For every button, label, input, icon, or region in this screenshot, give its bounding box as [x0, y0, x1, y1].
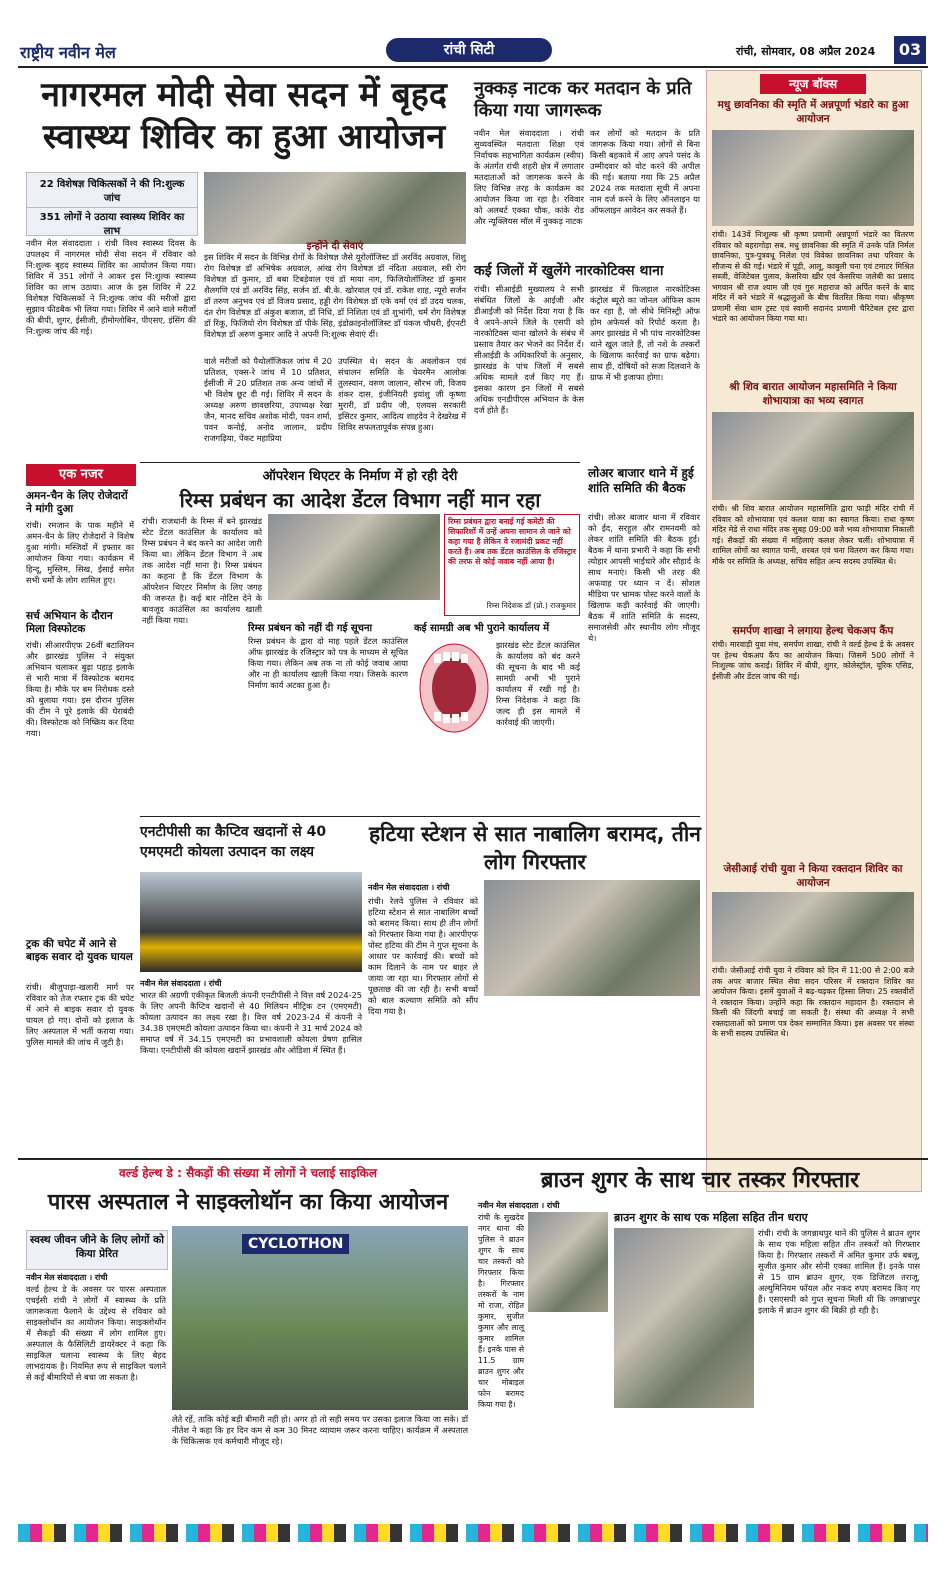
lead-photo [204, 172, 466, 244]
ntpc-headline: एनटीपीसी का कैप्टिव खदानों से 40 एमएमटी कोयला उत्पादन का लक्ष्य [140, 824, 327, 860]
hatia-photo [484, 880, 700, 996]
lead-headline-line-1: नागरमल मोदी सेवा सदन में बृहद [41, 75, 447, 115]
news-box-photo-2 [712, 412, 914, 500]
narcotics-body-1: रांची। सीआईडी मुख्यालय ने सभी संबंधित जिलों के आईजी और डीआईजी को निर्देश दिया गया है कि वे अपने-अपने जिले के एसपी को नारकोटिक्स थाना खोलने के संबंध में प्रस्ताव तैयार कर भेजने का निर्देश दें। सीआईडी के अधिकारियों के अनुसार, झारखंड के पांच जिलों में सबसे अधिक मामले दर्ज किए गए हैं। इसका कारण इन जिलों में सबसे अधिक एनडीपीएस अभियान के केस दर्ज होते हैं। [474, 284, 584, 415]
news-box-h1: मधु छावनिका की स्मृति में अन्नपूर्णा भंडारे का हुआ आयोजन [717, 99, 909, 125]
ntpc-byline: नवीन मेल संवाददाता । रांची [140, 979, 222, 988]
lead-headline [24, 74, 464, 158]
lead-body-1: नवीन मेल संवाददाता । रांची विश्व स्वास्थ्य दिवस के उपलक्ष्य में नागरमल मोदी सेवा सदन में रविवार को नि:शुल्क बृहद स्वास्थ्य शिविर का आयोजन किया गया। शिविर में 351 लोगों ने आकर इस नि:शुल्क स्वास्थ्य शिविर का लाभ उठाया। आज के इस शिविर में 22 विशेषज्ञ चिकित्सकों ने नि:शुल्क जांच की मरीजों द्वारा सुझाव फीडबैक भी लिया गया। शिविर में आने वाले मरीजों की बीपी, शुगर, ईसीजी, हीमोग्लोबिन, पीएसए, इंसिंग की नि:शुल्क जांच की गई। [26, 238, 196, 336]
lower-bazar-headline: लोअर बाजार थाने में हुई शांति समिति की बैठक [588, 466, 694, 495]
nukkad-body-1: नवीन मेल संवाददाता । रांची सुव्यवस्थित मतदाता शिक्षा एवं निर्वाचक सहभागिता कार्यक्रम (स्वीप) के अंतर्गत रांची शहरी क्षेत्र में लगातार मतदाताओं को जागरूक करने के लिए विभिन्न तरह के कार्यक्रम का आयोजन किया जा रहा है। रविवार को अलबर्ट एक्का चौक, कांके रोड और न्यूक्लियस मॉल में नुक्कड़ नाटक [474, 128, 584, 226]
ntpc-body: भारत की अग्रणी एकीकृत बिजली कंपनी एनटीपीसी ने वित्त वर्ष 2024-25 के लिए अपनी कैप्टिव खदानों से 40 मिलियन मीट्रिक टन (एमएमटी) कोयला उत्पादन का लक्ष्य रखा है। वित्त वर्ष 2023-24 में कंपनी ने 34.38 एमएमटी कोयला उत्पादन किया था। कंपनी ने 31 मार्च 2024 को समाप्त वर्ष में 34.15 एमएमटी का प्रभावशाली कोयला प्रेषण हासिल किया। एनटीपीसी की कोयला खदानें झारखंड और ओडिशा में स्थित हैं। [140, 990, 362, 1055]
news-box-photo-1 [712, 130, 914, 226]
paras-byline: नवीन मेल संवाददाता । रांची [26, 1273, 108, 1282]
lead-kicker-box [26, 172, 198, 236]
rims-body-1: रांची। राजधानी के रिम्स में बने झारखंड स्टेट डेंटल काउंसिल के कार्यालय को रिम्स प्रबंधन ने बंद करने का आदेश जारी किया था। लेकिन डेंटल विभाग ने अब तक आदेश नहीं माना है। रिम्स प्रबंधन का कहना है कि डेंटल विभाग के ऑपरेशन थिएटर निर्माण के लिए जगह की जरूरत है। कई बार नोटिस देने के बावजूद काउंसिल का कार्यालय खाली नहीं किया गया। [142, 516, 262, 625]
brown-sugar-headline: ब्राउन शुगर के साथ चार तस्कर गिरफ्तार [540, 1168, 860, 1193]
ek-nazar-tag: एक नजर [26, 464, 136, 486]
hatia-headline: हटिया स्टेशन से सात नाबालिग बरामद, तीन लोग गिरफ्तार [369, 822, 701, 874]
ek-nazar-b2: रांची। सीआरपीएफ 26वीं बटालियन और झारखंड पुलिस ने संयुक्त अभियान चलाकर बुढ़ा पहाड़ इलाके से भारी मात्रा में विस्फोटक बरामद किया है। मौके पर बम निरोधक दस्ते को बुलाया गया। इस दौरान पुलिस की टीम ने पूरे इलाके की घेराबंदी की। विस्फोटक को निष्क्रिय कर दिया गया। [26, 640, 134, 738]
dateline: रांची, सोमवार, 08 अप्रैल 2024 [736, 45, 876, 58]
rims-sub2-body: झारखंड स्टेट डेंटल काउंसिल के कार्यालय को बंद करने की सूचना के बाद भी कई सामग्री अभी भी पुराने कार्यालय में रखी गई है। रिम्स निदेशक ने कहा कि जल्द ही इस मामले में कार्रवाई की जाएगी। [496, 640, 580, 727]
paras-photo [172, 1226, 468, 1410]
paras-top-rule [18, 1158, 928, 1160]
rims-photo [268, 514, 440, 600]
page-number: 03 [894, 36, 926, 64]
paras-headline: पारस अस्पताल ने साइक्लोथॉन का किया आयोजन [47, 1190, 449, 1215]
lead-body-3: वाले मरीजों को पैथोलॉजिकल जांच में 20 प्रतिशत, एक्स-रे जांच में 10 प्रतिशत, ईसीजी में 20 प्रतिशत तक अन्य जांचों में भी विशेष छूट दी गई। शिविर में सदन के अध्यक्ष अरुण छावछरिया, उपाध्यक्ष रेखा जैन, मानद सचिव अशोक मोदी, पवन शर्मा, पवन कनोई, अनोद जालान, प्रदीप राजगढ़िया, पेंकट महाप्रिया [204, 356, 332, 443]
brown-sugar-sub-body: रांची। रांची के जगन्नाथपुर थाने की पुलिस ने ब्राउन शुगर के साथ एक महिला सहित तीन तस्करों को गिरफ्तार किया है। गिरफ्तार तस्करों में अमित कुमार उर्फ बबलू, सुजीत कुमार और सोनी एक्का शामिल हैं। इनके पास से 15 ग्राम ब्राउन शुगर, एक डिजिटल तराजू, अल्युमिनियम फॉयल और नकद रुपए बरामद किए गए हैं। एसएसपी को गुप्त सूचना मिली थी कि जगन्नाथपुर इलाके में ब्राउन शुगर की बिक्री हो रही है। [758, 1228, 920, 1315]
rims-quote-text: रिम्स प्रबंधन द्वारा बनाई गई कमेटी की सिफारिशों में उन्हें अपना सामान ले जाने को कहा गया है लेकिन वे रजामंदी प्रकट नहीं करते हैं। अब तक डेंटल काउंसिल के रजिस्ट्रार की तरफ से कोई जवाब नहीं आया है। [448, 517, 576, 566]
hatia-body: रांची। रेलवे पुलिस ने रविवार को हटिया स्टेशन से सात नाबालिग बच्चों को बरामद किया। साथ ही तीन लोगों को गिरफ्तार किया गया है। आरपीएफ पोस्ट हटिया की टीम ने गुप्त सूचना के आधार पर कार्रवाई की। बच्चों को काम दिलाने के नाम पर बाहर ले जाया जा रहा था। गिरफ्तार लोगों से पूछताछ की जा रही है। सभी बच्चों को बाल कल्याण समिति को सौंप दिया गया है। [368, 896, 478, 1016]
paras-kicker: वर्ल्ड हेल्थ डे : सैकड़ों की संख्या में लोगों ने चलाई साइकिल [119, 1166, 377, 1180]
news-box-b3: रांची। मारवाड़ी युवा मंच, समर्पण शाखा, रांची ने वर्ल्ड हेल्थ डे के अवसर पर हेल्थ चेकअप कैंप का आयोजन किया। जिसमें 500 लोगों ने निःशुल्क जांच कराई। शिविर में बीपी, शुगर, कोलेस्ट्रॉल, यूरिक एसिड, ईसीजी और डेंटल जांच की गई। [712, 640, 914, 681]
nukkad-headline: नुक्कड़ नाटक कर मतदान के प्रति किया गया जागरूक [474, 78, 692, 121]
rims-sub1: रिम्स प्रबंधन को नहीं दी गई सूचना [248, 623, 373, 634]
brown-sugar-sub: ब्राउन शुगर के साथ एक महिला सहित तीन धराए [614, 1211, 808, 1224]
brown-sugar-body: रांची के सुखदेव नगर थाना की पुलिस ने ब्राउन शुगर के साथ चार तस्करों को गिरफ्तार किया है। गिरफ्तार तस्करों के नाम मो राजा, रोहित कुमार, सुजीत कुमार और लालू कुमार शामिल हैं। इनके पास से 11.5 ग्राम ब्राउन शुगर और चार मोबाइल फोन बरामद किया गया है। [478, 1213, 524, 1409]
news-box-b4: रांची। जेसीआई रांची युवा ने रविवार को दिन में 11:00 से 2:00 बजे तक अपर बाजार स्थित सेवा सदन परिसर में रक्तदान शिविर का आयोजन किया। इसमें युवाओं ने बढ़-चढ़कर हिस्सा लिया। 25 रक्तवीरों ने रक्तदान किया। उन्होंने कहा कि रक्तदान महादान है। रक्तदान से किसी की जिंदगी बचाई जा सकती है। संस्था की अध्यक्ष ने सभी रक्तदाताओं को प्रमाण पत्र देकर सम्मानित किया। इस अवसर पर संस्था के सभी सदस्य उपस्थित थे। [712, 966, 914, 1038]
ntpc-photo [140, 872, 362, 972]
hatia-byline: नवीन मेल संवाददाता । रांची [368, 883, 450, 892]
lower-bazar-body: रांची। लोअर बाजार थाना में रविवार को ईद, सरहुल और रामनवमी को लेकर शांति समिति की बैठक हुई। बैठक में थाना प्रभारी ने कहा कि सभी त्योहार आपसी भाईचारे और सौहार्द के साथ मनाएं। किसी भी तरह की अफवाह पर ध्यान न दें। सोशल मीडिया पर भ्रामक पोस्ट करने वालों के खिलाफ कड़ी कार्रवाई की जाएगी। बैठक में शांति समिति के सदस्य, समाजसेवी और स्थानीय लोग मौजूद थे। [588, 512, 700, 643]
masthead [18, 38, 928, 64]
rims-headline: रिम्स प्रबंधन का आदेश डेंटल विभाग नहीं मान रहा [179, 488, 541, 512]
paras-body-2: लेते रहें, ताकि कोई बड़ी बीमारी नहीं हो। अगर हो तो सही समय पर उसका इलाज किया जा सके। डॉ नीतेश ने कहा कि हर दिन कम से कम 30 मिनट व्यायाम जरूर करना चाहिए। कार्यक्रम में अस्पताल के चिकित्सक एवं कर्मचारी मौजूद रहे। [172, 1414, 468, 1446]
rims-quote [444, 514, 580, 616]
paper-name: राष्ट्रीय नवीन मेल [20, 43, 116, 62]
brown-sugar-photo-2 [614, 1228, 754, 1408]
registration-strip [18, 1524, 928, 1542]
paras-sub: स्वस्थ जीवन जीने के लिए लोगों को किया प्रेरित [26, 1230, 168, 1270]
masthead-rule [18, 66, 928, 68]
lead-headline-line-2: स्वास्थ्य शिविर का हुआ आयोजन [42, 117, 446, 157]
news-box-b1: रांची। 143वें निःशुल्क श्री कृष्ण प्रणामी अन्नपूर्णा भंडारे का वितरण रविवार को बहरागोड़ा सब. मधु छावनिका की स्मृति में उनके पति निर्मल छावनिका, पुत्र-पुत्रवधू निलेश एवं विवेका छावनिका तथा परिवार के सौजन्य से की गई। भंडारे में पूड़ी, आलू, काबुली चना एवं टमाटर मिश्रित सब्जी, वेजिटेबल पुलाव, केसरिया खीर एवं केसरिया जलेबी का प्रसाद भगवान श्री राज श्याम जी एवं गुरु महाराज को अर्पित करने के बाद मंदिर में बने भंडारे में श्रद्धालुओं के बीच वितरित किया गया। श्रीकृष्ण प्रणामी सेवा धाम ट्रस्ट एवं स्वामी सदानंद प्रणामी चैरिटेबल ट्रस्ट द्वारा भंडारे का आयोजन किया गया था। [712, 230, 914, 323]
lead-body-4: उपस्थित थे। सदन के अवलोकन एवं संचालन समिति के चेयरमैन आलोक तुलस्यान, वरुण जालान, सौरभ जी, विजय शंकर दास, इंजीनियरी इयांशु जी कृष्णा मुरारी, डॉ प्रदीप जी, एलयस सरकारी इसिटर कुमार, आदित्य शाहदेव ने देखरेख में शिविर सफलतापूर्वक संपन्न हुआ। [338, 356, 466, 432]
news-box-h3: समर्पण शाखा ने लगाया हेल्थ चेकअप कैंप [732, 625, 894, 637]
news-box-h2: श्री शिव बारात आयोजन महासमिति ने किया शोभायात्रा का भव्य स्वागत [729, 381, 897, 407]
paras-body: वर्ल्ड हेल्थ डे के अवसर पर पारस अस्पताल एचईसी रांची ने लोगों में स्वास्थ्य के प्रति जागरूकता फैलाने के उद्देश्य से रविवार को साइक्लोथॉन का आयोजन किया। साइक्लोथॉन में सैकड़ों की संख्या में लोग शामिल हुए। अस्पताल के फैसिलिटी डायरेक्टर ने कहा कि साइकिल चलाना स्वास्थ्य के लिए बेहद लाभदायक है। नियमित रूप से साइकिल चलाने से कई बीमारियों से बचा जा सकता है। [26, 1284, 166, 1382]
rims-top-rule [140, 462, 580, 463]
brown-sugar-photo-1 [528, 1212, 608, 1312]
narcotics-headline: कई जिलों में खुलेंगे नारकोटिक्स थाना [474, 263, 664, 279]
news-box-photo-3 [712, 892, 914, 962]
ek-nazar-h3: ट्रक की चपेट में आने से बाइक सवार दो युवक घायल [26, 938, 133, 963]
news-box-tag: न्यूज बॉक्स [760, 74, 866, 94]
narcotics-body-2: झारखंड में फिलहाल नारकोटिक्स कंट्रोल ब्यूरो का जोनल ऑफिस काम कर रहा है, जो सीधे मिनिस्ट्री ऑफ होम अफेयर्स को रिपोर्ट करता है। अगर झारखंड में भी पांच नारकोटिक्स थाने खुल जाते हैं, तो नशे के तस्करों के खिलाफ कार्रवाई का ग्राफ बढ़ेगा। साथ ही, दोषियों को सजा दिलवाने के ग्राफ में भी इजाफा होगा। [590, 284, 700, 382]
lead-kicker-2: 351 लोगों ने उठाया स्वास्थ्य शिविर का लाभ [27, 207, 197, 238]
lead-photo-caption: इन्होंने दी सेवाएं [306, 241, 364, 252]
rims-sub1-body: रिम्स प्रबंधन के द्वारा दो माह पहले डेंटल काउंसिल ऑफ झारखंड के रजिस्ट्रार को पत्र के माध्यम से सूचित किया गया। लेकिन अब तक ना तो कोई जवाब आया और ना ही कार्यालय खाली किया गया। जिसके कारण निर्माण कार्य अटका हुआ है। [248, 636, 408, 690]
lead-kicker-1: 22 विशेषज्ञ चिकित्सकों ने की नि:शुल्क जांच [39, 179, 185, 204]
cyclothon-banner: CYCLOTHON [242, 1234, 349, 1254]
ntpc-top-rule [140, 816, 700, 817]
brown-sugar-byline: नवीन मेल संवाददाता । रांची [478, 1201, 560, 1210]
teeth-icon [416, 640, 492, 736]
dental-illustration [416, 640, 492, 736]
lead-body-2: इस शिविर में सदन के विभिन्न रोगों के विशेषज्ञ जैसे यूरोलॉजिस्ट डॉ अरविंद अग्रवाल, शिशु रोग विशेषज्ञ डॉ अभिषेक अग्रवाल, आंख रोग विशेषज्ञ डॉ नंदिता अग्रवाल, स्त्री रोग विशेषज्ञ डॉ कुमार, डॉ बबा टिबड़ेवाल एवं डॉ माया नाग, फिजियोलॉजिस्ट डॉ कुमार शैलगणि एवं डॉ अरविंद सिंह, सर्जन डॉ. बी.के. खोरवाल एवं डॉ. राकेश शाह, न्यूरो सर्जन डॉ तरुण अनुभव एवं डॉ विजय प्रसाद, हड्डी रोग विशेषज्ञ डॉ एके वर्मा एवं डॉ उदय चलक, दंत रोग विशेषज्ञ डॉ अंकुश बजाज, डॉ निधि, डॉ निशिता एवं डॉ शुभांगी, चर्म रोग विशेषज्ञ डॉ रिंकू, फिजियो रोग विशेषज्ञ डॉ पीके सिंह, इंडोक्राइनोलॉजिस्ट डॉ पंकज चौधरी, ईएनटी विशेषज्ञ डॉ अरुण कुमार आदि ने अपनी नि:शुल्क सेवाएं दीं। [204, 252, 466, 339]
rims-kicker: ऑपरेशन थिएटर के निर्माण में हो रही देरी [262, 469, 458, 484]
rims-sub2: कई सामग्री अब भी पुराने कार्यालय में [414, 623, 550, 634]
ek-nazar-b3: रांची। बीजुपाड़ा-खलारी मार्ग पर रविवार को तेज रफ्तार ट्रक की चपेट में आने से बाइक सवार दो युवक घायल हो गए। दोनों को इलाज के लिए अस्पताल में भर्ती कराया गया। पुलिस मामले की जांच में जुटी है। [26, 982, 134, 1047]
nukkad-body-2: कर लोगों को मतदान के प्रति जागरूक किया गया। लोगों से बिना किसी बहकावे में आए अपने पसंद के उम्मीदवार को वोट करने की अपील की गई। बताया गया कि 25 अप्रैल 2024 तक मतदाता सूची में अपना नाम दर्ज करने के लिए ऑनलाइन या ऑफलाइन आवेदन कर सकते हैं। [590, 128, 700, 215]
section-title: रांची सिटी [386, 38, 552, 62]
ek-nazar-h1: अमन-चैन के लिए रोजेदारों ने मांगी दुआ [26, 490, 128, 515]
rims-quote-attribution: रिम्स निदेशक डॉ (प्रो.) राजकुमार [486, 601, 576, 610]
news-box-h4: जेसीआई रांची युवा ने किया रक्तदान शिविर का आयोजन [723, 863, 903, 889]
news-box-b2: रांची। श्री शिव बारात आयोजन महासमिति द्वारा फाड़ी मंदिर रांची में रविवार को शोभायात्रा एवं कलश यात्रा का स्वागत किया। राधा कृष्ण मंदिर मेडे से राधा मंदिर तक सुबह 09:00 बजे भव्य शोभायात्रा निकाली गई। सैकड़ों की संख्या में महिलाएं कलश लेकर चलीं। शोभायात्रा में शामिल लोगों का स्वागत पानी, शरबत एवं चना वितरण कर किया गया। मौके पर समिति के अध्यक्ष, सचिव सहित अन्य सदस्य उपस्थित थे। [712, 504, 914, 566]
ek-nazar-b1: रांची। रमजान के पाक महीने में अमन-चैन के लिए रोजेदारों ने विशेष दुआ मांगी। मस्जिदों में इफ्तार का आयोजन किया गया। कार्यक्रम में हिन्दू, मुस्लिम, सिख, ईसाई समेत सभी धर्मों के लोग शामिल हुए। [26, 520, 134, 585]
ek-nazar-h2: सर्च अभियान के दौरान मिला विस्फोटक [26, 610, 113, 635]
